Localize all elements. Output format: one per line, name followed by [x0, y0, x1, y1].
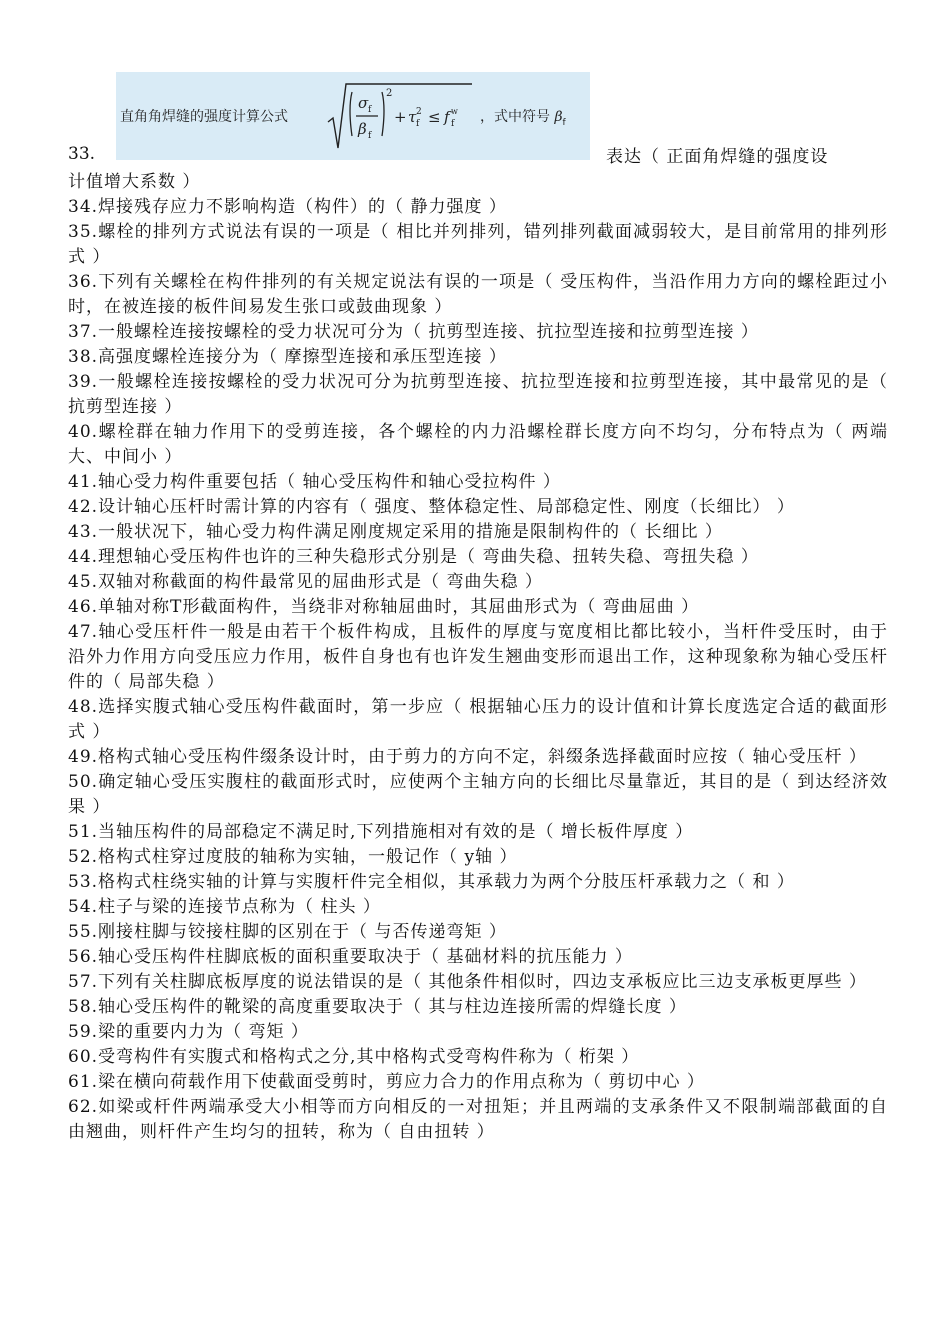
question-item: 61.梁在横向荷载作用下使截面受剪时，剪应力合力的作用点称为（ 剪切中心 ）: [68, 1072, 705, 1092]
svg-text:σ: σ: [358, 94, 369, 112]
question-item: 51.当轴压构件的局部稳定不满足时,下列措施相对有效的是（ 增长板件厚度 ）: [68, 822, 694, 842]
question-item: 54.柱子与梁的连接节点称为（ 柱头 ）: [68, 897, 381, 917]
question-33: [68, 72, 888, 172]
svg-text:2: 2: [416, 107, 422, 117]
formula-suffix: ，式中符号 $\beta_f$: [480, 109, 566, 128]
question-item: 56.轴心受压构件柱脚底板的面积重要取决于（ 基础材料的抗压能力 ）: [68, 947, 633, 967]
svg-text:f: f: [368, 131, 372, 141]
weld-strength-formula: [324, 78, 474, 156]
question-item: 42.设计轴心压杆时需计算的内容有（ 强度、整体稳定性、局部稳定性、刚度（长细比） ）: [68, 497, 795, 517]
question-item: 47.轴心受压杆件一般是由若干个板件构成，且板件的厚度与宽度相比都比较小，当杆件受压时，由于沿外力作用方向受压应力作用，板件自身也有也许发生翘曲变形而退出工作，这种现象称为轴心受压杆件的（ 局部失稳 ）: [68, 622, 888, 692]
svg-text:β: β: [358, 120, 367, 138]
question-33-answer-start: 表达（ 正面角焊缝的强度设: [606, 147, 829, 167]
question-item: 43.一般状况下，轴心受力构件满足刚度规定采用的措施是限制构件的（ 长细比 ）: [68, 522, 723, 542]
formula-image: [116, 72, 590, 160]
question-item: 62.如梁或杆件两端承受大小相等而方向相反的一对扭矩；并且两端的支承条件又不限制端部截面的自由翘曲，则杆件产生均匀的扭转，称为（ 自由扭转 ）: [68, 1097, 888, 1142]
question-item: 34.焊接残存应力不影响构造（构件）的（ 静力强度 ）: [68, 197, 507, 217]
question-item: 49.格构式轴心受压构件缀条设计时，由于剪力的方向不定，斜缀条选择截面时应按（ 轴心受压杆 ）: [68, 747, 867, 767]
question-item: 59.梁的重要内力为（ 弯矩 ）: [68, 1022, 309, 1042]
question-item: 58.轴心受压构件的靴梁的高度重要取决于（ 其与柱边连接所需的焊缝长度 ）: [68, 997, 687, 1017]
question-item: 44.理想轴心受压构件也许的三种失稳形式分别是（ 弯曲失稳、扭转失稳、弯扭失稳 ）: [68, 547, 759, 567]
question-item: 52.格构式柱穿过度肢的轴称为实轴，一般记作（ y轴 ）: [68, 847, 518, 867]
question-item: 50.确定轴心受压实腹柱的截面形式时，应使两个主轴方向的长细比尽量靠近，其目的是（ 到达经济效果 ）: [68, 772, 888, 817]
svg-text:f: f: [444, 108, 450, 126]
svg-text:f: f: [368, 105, 372, 115]
question-33-answer-end: 计值增大系数 ）: [68, 172, 201, 192]
svg-text:≤: ≤: [428, 108, 441, 126]
question-item: 46.单轴对称T形截面构件，当绕非对称轴屈曲时，其屈曲形式为（ 弯曲屈曲 ）: [68, 597, 700, 617]
question-item: 36.下列有关螺栓在构件排列的有关规定说法有误的一项是（ 受压构件，当沿作用力方向的螺栓距过小时，在被连接的板件间易发生张口或鼓曲现象 ）: [68, 272, 888, 317]
question-item: 55.刚接柱脚与铰接柱脚的区别在于（ 与否传递弯矩 ）: [68, 922, 507, 942]
svg-text:+: +: [394, 108, 407, 126]
question-item: 48.选择实腹式轴心受压构件截面时，第一步应（ 根据轴心压力的设计值和计算长度选定合适的截面形式 ）: [68, 697, 888, 742]
question-item: 38.高强度螺栓连接分为（ 摩擦型连接和承压型连接 ）: [68, 347, 507, 367]
svg-text:f: f: [416, 119, 420, 129]
question-item: 53.格构式柱绕实轴的计算与实腹杆件完全相似，其承载力为两个分肢压杆承载力之（ 和 ）: [68, 872, 795, 892]
question-item: 35.螺栓的排列方式说法有误的一项是（ 相比并列排列，错列排列截面减弱较大，是目前常用的排列形式 ）: [68, 222, 888, 267]
question-number: 33.: [68, 144, 96, 164]
question-item: 41.轴心受力构件重要包括（ 轴心受压构件和轴心受拉构件 ）: [68, 472, 561, 492]
question-item: 37.一般螺栓连接按螺栓的受力状况可分为（ 抗剪型连接、抗拉型连接和拉剪型连接 ）: [68, 322, 759, 342]
question-item: 45.双轴对称截面的构件最常见的屈曲形式是（ 弯曲失稳 ）: [68, 572, 543, 592]
document-page: [68, 72, 888, 1145]
question-item: 57.下列有关柱脚底板厚度的说法错误的是（ 其他条件相似时，四边支承板应比三边支承板更厚些 ）: [68, 972, 867, 992]
svg-text:f: f: [451, 119, 455, 129]
svg-text:w: w: [451, 107, 458, 116]
svg-text:τ: τ: [408, 108, 417, 126]
svg-text:2: 2: [386, 88, 393, 99]
question-item: 40.螺栓群在轴力作用下的受剪连接，各个螺栓的内力沿螺栓群长度方向不均匀，分布特点为（ 两端大、中间小 ）: [68, 422, 889, 467]
question-list: [68, 195, 888, 1145]
question-item: 60.受弯构件有实腹式和格构式之分,其中格构式受弯构件称为（ 桁架 ）: [68, 1047, 640, 1067]
question-item: 39.一般螺栓连接按螺栓的受力状况可分为抗剪型连接、抗拉型连接和拉剪型连接，其中最常见的是（ 抗剪型连接 ）: [68, 372, 888, 417]
formula-prefix: 直角角焊缝的强度计算公式: [120, 109, 288, 125]
